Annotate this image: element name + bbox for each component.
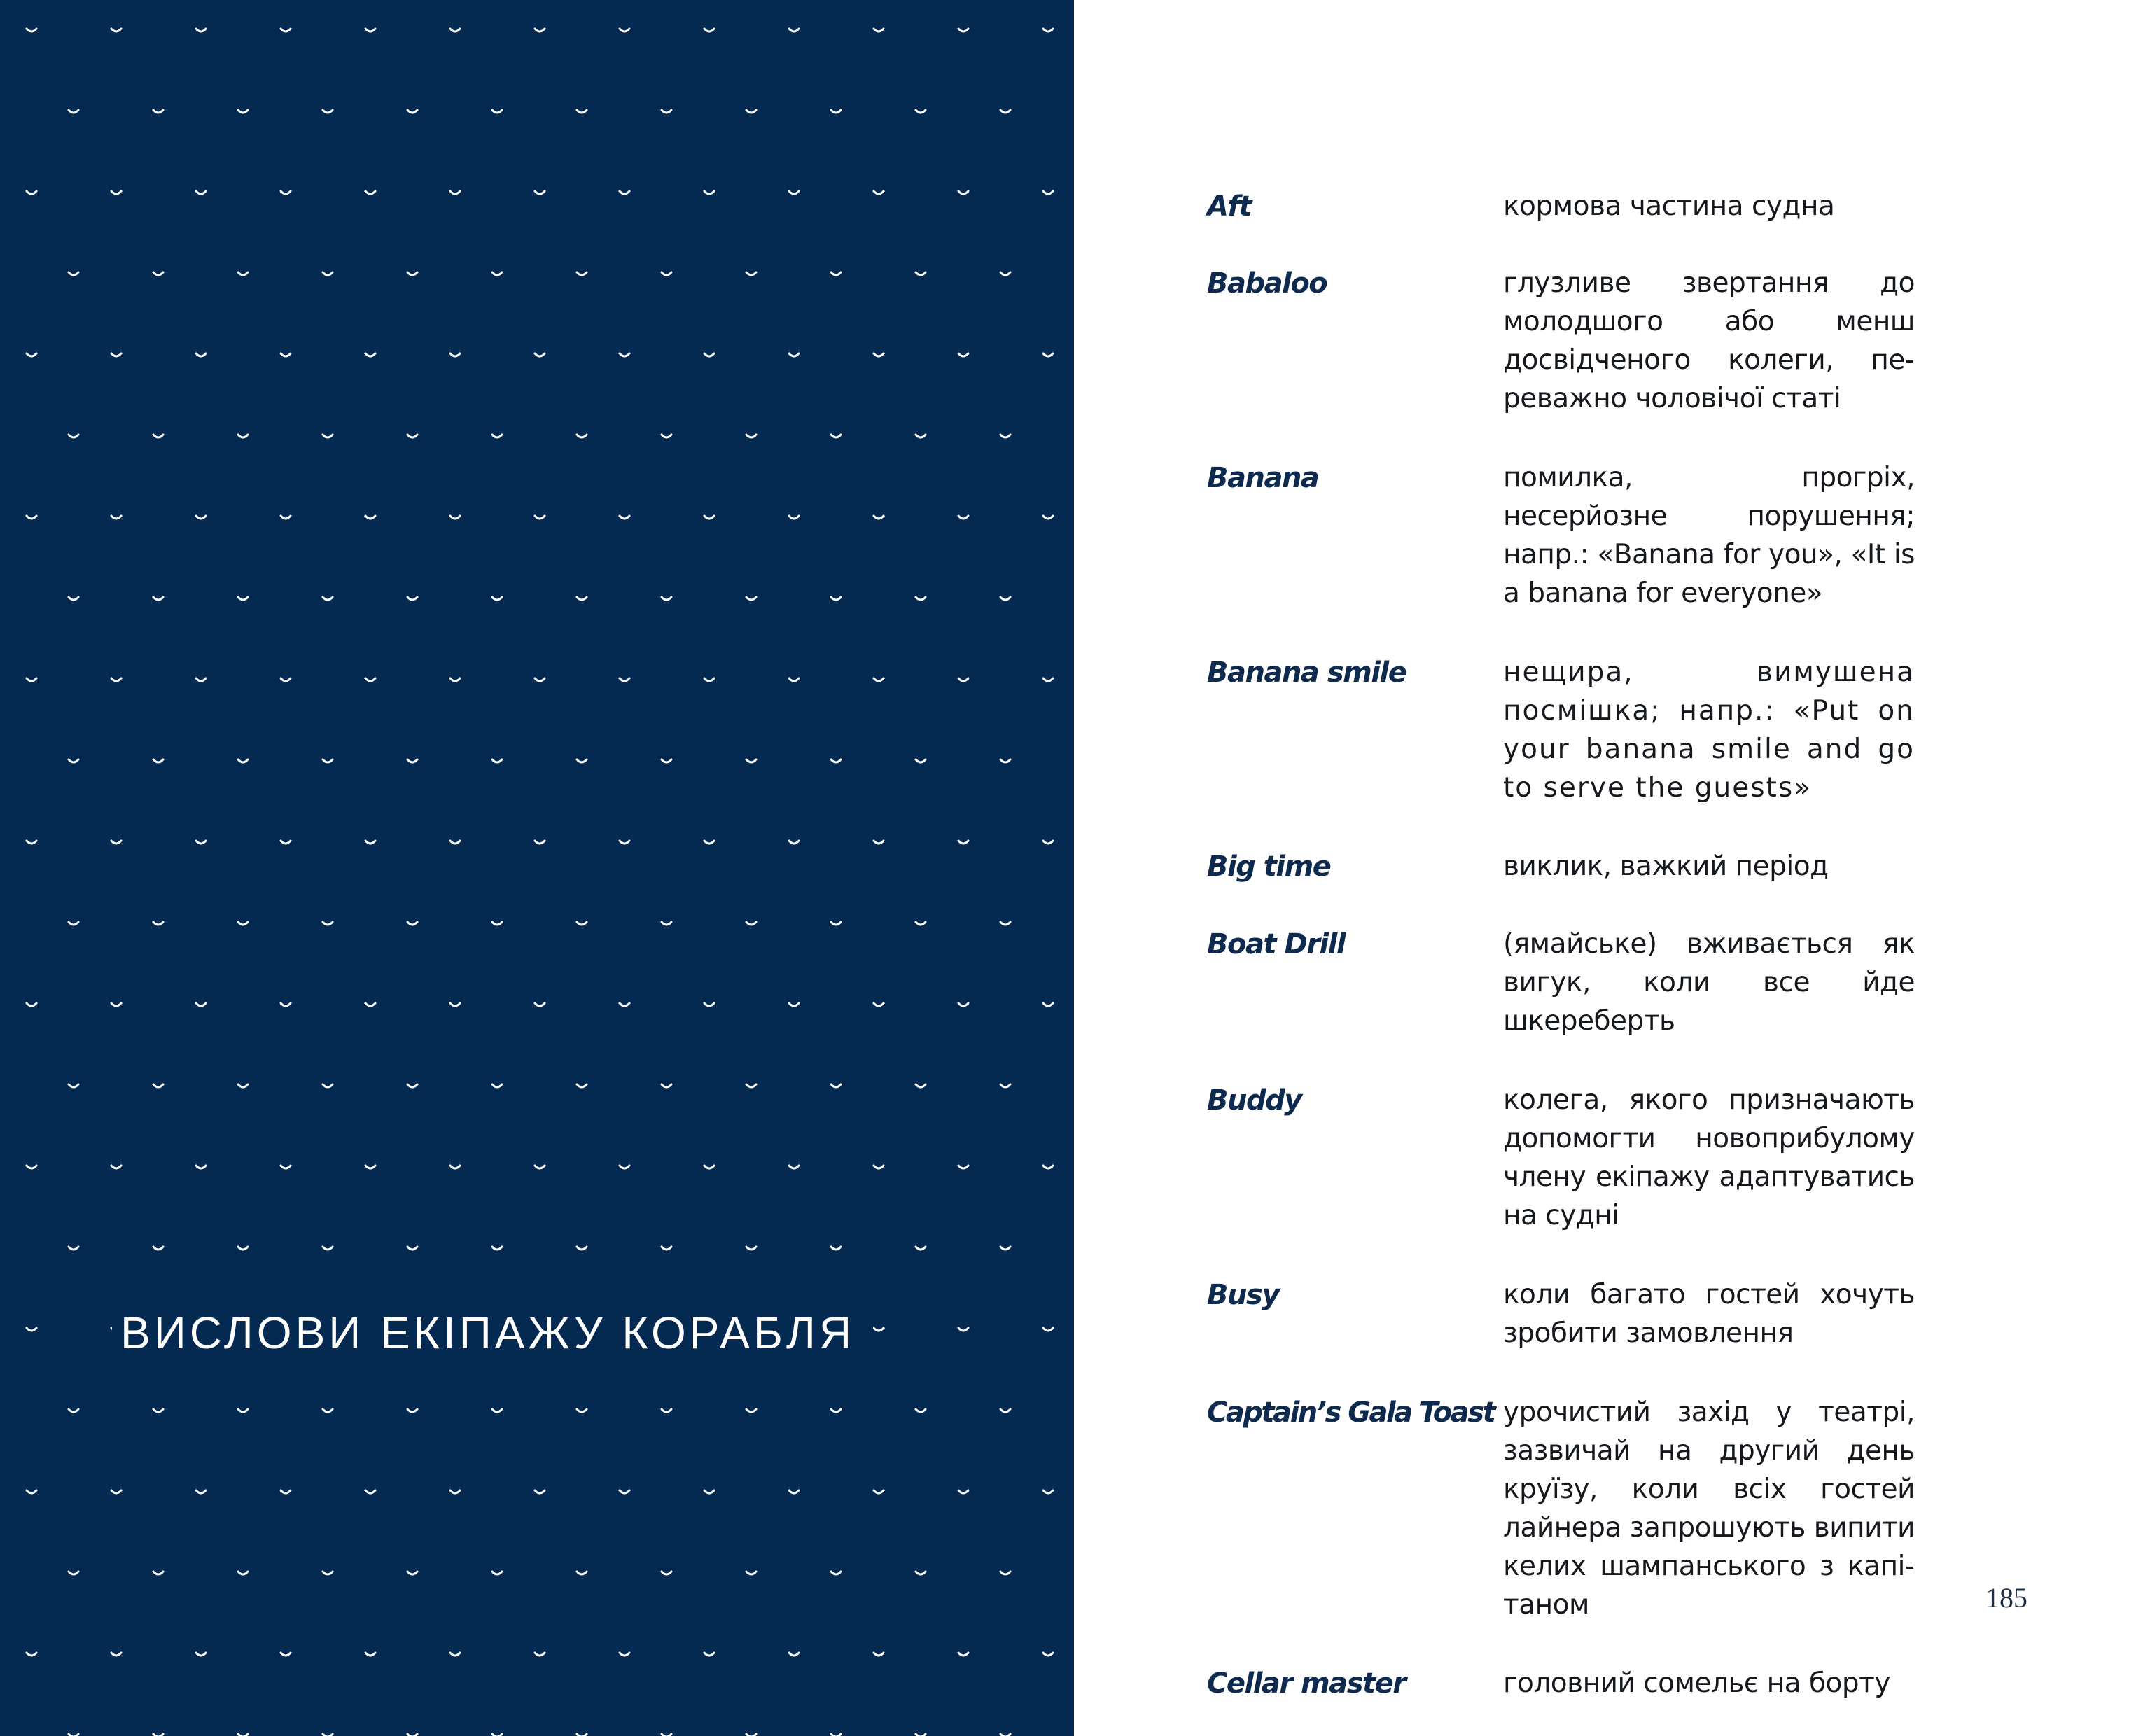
page-number: 185 <box>1985 1582 2027 1614</box>
wave-mark-icon <box>323 597 333 600</box>
wave-mark-icon <box>450 354 460 356</box>
wave-mark-icon <box>958 191 968 194</box>
wave-mark-icon <box>323 1084 333 1087</box>
wave-mark-icon <box>27 678 36 681</box>
wave-mark-icon <box>365 1653 375 1656</box>
wave-mark-icon <box>492 597 502 600</box>
wave-mark-icon <box>407 597 417 600</box>
wave-mark-icon <box>153 1409 163 1412</box>
wave-mark-icon <box>323 760 333 762</box>
entry-definition: урочистий захід у театрі, зазвичай на другий день круїзу, коли всіх гостей лайнера запрошують випити келих шампанського з капітаном <box>1503 1396 1915 1620</box>
wave-mark-icon <box>831 1084 841 1087</box>
wave-mark-icon <box>1043 29 1053 31</box>
entry-definition: колега, якого призначають допомогти новоприбулому члену екіпажу адаптуватись на судні <box>1503 1084 1915 1231</box>
wave-mark-icon <box>238 435 248 438</box>
wave-mark-icon <box>874 1003 884 1006</box>
entry-term: Captain’s Gala Toast <box>1207 1396 1495 1429</box>
wave-mark-icon <box>958 354 968 356</box>
entry-term: Babaloo <box>1207 267 1327 300</box>
entry-definition: кормова частина судна <box>1503 190 1835 222</box>
wave-mark-icon <box>492 922 502 925</box>
wave-mark-icon <box>492 760 502 762</box>
wave-mark-icon <box>27 1328 36 1331</box>
wave-mark-icon <box>365 841 375 844</box>
wave-mark-icon <box>874 516 884 519</box>
wave-mark-icon <box>789 191 799 194</box>
wave-mark-icon <box>704 354 714 356</box>
wave-mark-icon <box>196 1003 206 1006</box>
wave-mark-icon <box>111 678 121 681</box>
wave-mark-icon <box>69 110 78 113</box>
wave-mark-icon <box>407 110 417 113</box>
wave-mark-icon <box>620 191 629 194</box>
wave-mark-icon <box>323 272 333 275</box>
wave-mark-icon <box>704 1490 714 1493</box>
wave-mark-icon <box>535 1003 545 1006</box>
wave-mark-icon <box>281 678 291 681</box>
wave-mark-icon <box>450 1166 460 1168</box>
wave-mark-icon <box>662 1409 671 1412</box>
wave-mark-icon <box>958 1653 968 1656</box>
wave-mark-icon <box>958 1328 968 1331</box>
wave-mark-icon <box>746 272 756 275</box>
wave-mark-icon <box>874 191 884 194</box>
wave-mark-icon <box>746 597 756 600</box>
wave-mark-icon <box>789 516 799 519</box>
wave-mark-icon <box>746 1084 756 1087</box>
wave-mark-icon <box>916 1409 926 1412</box>
entry-definition: нещира, вимушена посмішка; напр.: «Put on your banana smile and go to serve the guests» <box>1503 657 1915 804</box>
wave-mark-icon <box>704 191 714 194</box>
wave-mark-icon <box>69 1409 78 1412</box>
wave-mark-icon <box>450 1490 460 1493</box>
wave-mark-icon <box>238 110 248 113</box>
wave-mark-icon <box>27 1166 36 1168</box>
wave-mark-icon <box>281 1653 291 1656</box>
wave-mark-icon <box>1043 516 1053 519</box>
wave-mark-icon <box>407 435 417 438</box>
entry-term: Aft <box>1207 190 1251 223</box>
wave-mark-icon <box>196 678 206 681</box>
wave-mark-icon <box>111 1166 121 1168</box>
wave-mark-icon <box>1043 191 1053 194</box>
wave-mark-icon <box>1043 354 1053 356</box>
wave-mark-icon <box>746 1409 756 1412</box>
wave-mark-icon <box>874 1653 884 1656</box>
wave-mark-icon <box>1000 272 1010 275</box>
wave-mark-icon <box>450 516 460 519</box>
wave-mark-icon <box>789 354 799 356</box>
wave-mark-icon <box>1043 1328 1053 1331</box>
wave-mark-icon <box>153 922 163 925</box>
wave-mark-icon <box>153 1084 163 1087</box>
wave-mark-icon <box>27 1653 36 1656</box>
wave-mark-icon <box>238 760 248 762</box>
glossary-entry <box>1207 264 1984 418</box>
wave-mark-icon <box>281 1490 291 1493</box>
wave-mark-icon <box>238 1409 248 1412</box>
wave-mark-icon <box>916 435 926 438</box>
wave-mark-icon <box>620 354 629 356</box>
wave-mark-icon <box>1043 678 1053 681</box>
wave-mark-icon <box>662 435 671 438</box>
glossary-entry <box>1207 1275 1984 1352</box>
wave-mark-icon <box>153 1247 163 1250</box>
wave-mark-icon <box>492 110 502 113</box>
wave-mark-icon <box>662 597 671 600</box>
wave-mark-icon <box>153 760 163 762</box>
wave-mark-icon <box>450 1653 460 1656</box>
entry-term: Cellar master <box>1207 1667 1406 1700</box>
wave-mark-icon <box>69 1247 78 1250</box>
wave-mark-icon <box>831 272 841 275</box>
wave-mark-icon <box>365 29 375 31</box>
wave-mark-icon <box>323 1572 333 1574</box>
glossary-entry <box>1207 187 1984 225</box>
wave-mark-icon <box>196 1653 206 1656</box>
wave-mark-icon <box>831 760 841 762</box>
wave-mark-icon <box>916 1572 926 1574</box>
entry-term: Big time <box>1207 850 1331 883</box>
wave-mark-icon <box>27 1490 36 1493</box>
wave-mark-icon <box>1043 1490 1053 1493</box>
wave-mark-icon <box>196 516 206 519</box>
wave-mark-icon <box>323 435 333 438</box>
wave-mark-icon <box>620 1003 629 1006</box>
wave-mark-icon <box>281 29 291 31</box>
glossary-entry <box>1207 1664 1984 1702</box>
wave-mark-icon <box>69 922 78 925</box>
wave-mark-icon <box>1000 1572 1010 1574</box>
entry-term: Banana smile <box>1207 657 1406 689</box>
wave-mark-icon <box>365 354 375 356</box>
wave-mark-icon <box>958 1490 968 1493</box>
wave-mark-icon <box>492 1409 502 1412</box>
wave-mark-icon <box>69 597 78 600</box>
wave-mark-icon <box>789 1490 799 1493</box>
wave-mark-icon <box>492 435 502 438</box>
wave-mark-icon <box>407 1572 417 1574</box>
wave-mark-icon <box>407 760 417 762</box>
wave-mark-icon <box>196 1490 206 1493</box>
wave-mark-icon <box>746 110 756 113</box>
section-title: ВИСЛОВИ ЕКІПАЖУ КОРАБЛЯ <box>112 1301 873 1365</box>
wave-mark-icon <box>577 760 587 762</box>
wave-mark-icon <box>365 678 375 681</box>
entry-definition: коли багато гостей хочуть зробити замовлення <box>1503 1279 1915 1349</box>
wave-mark-icon <box>789 29 799 31</box>
wave-mark-icon <box>238 272 248 275</box>
wave-mark-icon <box>916 922 926 925</box>
wave-mark-icon <box>916 597 926 600</box>
wave-mark-icon <box>789 1166 799 1168</box>
wave-mark-icon <box>365 516 375 519</box>
wave-mark-icon <box>407 1084 417 1087</box>
wave-mark-icon <box>577 597 587 600</box>
wave-mark-icon <box>365 1490 375 1493</box>
wave-mark-icon <box>153 435 163 438</box>
wave-mark-icon <box>662 1247 671 1250</box>
wave-mark-icon <box>916 1247 926 1250</box>
wave-mark-icon <box>620 678 629 681</box>
glossary-entry <box>1207 653 1984 807</box>
wave-mark-icon <box>831 1572 841 1574</box>
glossary-entry <box>1207 1081 1984 1235</box>
wave-mark-icon <box>662 272 671 275</box>
wave-mark-icon <box>111 191 121 194</box>
wave-mark-icon <box>746 1247 756 1250</box>
wave-mark-icon <box>704 678 714 681</box>
wave-mark-icon <box>407 272 417 275</box>
wave-mark-icon <box>831 1247 841 1250</box>
wave-mark-icon <box>1000 760 1010 762</box>
wave-mark-icon <box>916 760 926 762</box>
wave-mark-icon <box>577 1409 587 1412</box>
wave-mark-icon <box>535 678 545 681</box>
glossary-entry <box>1207 925 1984 1040</box>
wave-mark-icon <box>831 435 841 438</box>
wave-mark-icon <box>153 1572 163 1574</box>
wave-mark-icon <box>492 272 502 275</box>
wave-mark-icon <box>620 516 629 519</box>
wave-mark-icon <box>789 1003 799 1006</box>
entry-term: Boat Drill <box>1207 928 1346 960</box>
wave-mark-icon <box>535 1490 545 1493</box>
wave-mark-icon <box>450 678 460 681</box>
entry-definition: глузливе звертання до молодшого або менш досвідченого колеги, переважно чоловічої статі <box>1503 267 1915 414</box>
wave-mark-icon <box>535 29 545 31</box>
wave-mark-icon <box>535 1166 545 1168</box>
wave-mark-icon <box>111 516 121 519</box>
glossary-list <box>1207 187 1984 1702</box>
wave-mark-icon <box>27 29 36 31</box>
wave-mark-icon <box>577 272 587 275</box>
wave-mark-icon <box>365 1003 375 1006</box>
wave-mark-icon <box>704 29 714 31</box>
wave-mark-icon <box>535 354 545 356</box>
wave-mark-icon <box>662 922 671 925</box>
wave-mark-icon <box>27 1003 36 1006</box>
wave-mark-icon <box>153 110 163 113</box>
wave-mark-icon <box>831 597 841 600</box>
wave-mark-icon <box>153 272 163 275</box>
wave-mark-icon <box>1000 435 1010 438</box>
entry-term: Buddy <box>1207 1084 1301 1116</box>
wave-mark-icon <box>620 1653 629 1656</box>
wave-mark-icon <box>958 516 968 519</box>
wave-mark-icon <box>111 29 121 31</box>
wave-mark-icon <box>704 841 714 844</box>
wave-mark-icon <box>746 435 756 438</box>
wave-mark-icon <box>662 1084 671 1087</box>
wave-mark-icon <box>281 841 291 844</box>
wave-mark-icon <box>111 1003 121 1006</box>
wave-mark-icon <box>831 922 841 925</box>
wave-mark-icon <box>281 191 291 194</box>
wave-mark-icon <box>577 1084 587 1087</box>
wave-mark-icon <box>196 1166 206 1168</box>
wave-mark-icon <box>407 1409 417 1412</box>
wave-mark-icon <box>874 1166 884 1168</box>
wave-mark-icon <box>874 29 884 31</box>
left-page <box>0 0 1074 1736</box>
wave-mark-icon <box>196 29 206 31</box>
wave-mark-icon <box>535 191 545 194</box>
wave-mark-icon <box>238 597 248 600</box>
wave-mark-icon <box>577 922 587 925</box>
wave-mark-icon <box>620 29 629 31</box>
wave-mark-icon <box>620 1166 629 1168</box>
wave-mark-icon <box>196 841 206 844</box>
wave-mark-icon <box>238 1247 248 1250</box>
wave-mark-icon <box>111 1490 121 1493</box>
wave-mark-icon <box>874 1328 884 1331</box>
wave-mark-icon <box>831 1409 841 1412</box>
wave-mark-icon <box>281 516 291 519</box>
entry-definition: помилка, прогріх, несерйозне порушення; напр.: «Banana for you», «It is a banana for everyone» <box>1503 462 1915 609</box>
wave-mark-icon <box>874 354 884 356</box>
entry-term: Banana <box>1207 462 1319 494</box>
wave-mark-icon <box>69 760 78 762</box>
entry-definition: головний сомельє на борту <box>1503 1667 1890 1699</box>
wave-mark-icon <box>323 922 333 925</box>
wave-mark-icon <box>27 191 36 194</box>
wave-mark-icon <box>323 1247 333 1250</box>
wave-mark-icon <box>323 110 333 113</box>
wave-mark-icon <box>620 1490 629 1493</box>
wave-mark-icon <box>492 1572 502 1574</box>
wave-mark-icon <box>1043 1653 1053 1656</box>
wave-mark-icon <box>1000 922 1010 925</box>
wave-mark-icon <box>281 354 291 356</box>
wave-mark-icon <box>407 1247 417 1250</box>
wave-mark-icon <box>450 191 460 194</box>
wave-mark-icon <box>238 1084 248 1087</box>
wave-mark-icon <box>874 841 884 844</box>
wave-mark-icon <box>492 1247 502 1250</box>
wave-mark-icon <box>365 191 375 194</box>
wave-mark-icon <box>958 1003 968 1006</box>
wave-mark-icon <box>111 354 121 356</box>
wave-mark-icon <box>831 110 841 113</box>
wave-mark-icon <box>704 1653 714 1656</box>
wave-mark-icon <box>492 1084 502 1087</box>
entry-term: Busy <box>1207 1279 1279 1311</box>
wave-mark-icon <box>577 1572 587 1574</box>
wave-mark-icon <box>662 110 671 113</box>
wave-pattern <box>0 0 1074 1736</box>
wave-mark-icon <box>450 29 460 31</box>
wave-mark-icon <box>577 1247 587 1250</box>
wave-mark-icon <box>365 1166 375 1168</box>
wave-mark-icon <box>916 110 926 113</box>
wave-mark-icon <box>238 922 248 925</box>
wave-mark-icon <box>535 841 545 844</box>
wave-mark-icon <box>111 841 121 844</box>
glossary-entry <box>1207 847 1984 886</box>
wave-mark-icon <box>153 597 163 600</box>
wave-mark-icon <box>281 1003 291 1006</box>
wave-mark-icon <box>238 1572 248 1574</box>
wave-mark-icon <box>27 516 36 519</box>
wave-mark-icon <box>535 516 545 519</box>
wave-mark-icon <box>27 841 36 844</box>
wave-mark-icon <box>662 1572 671 1574</box>
wave-mark-icon <box>577 435 587 438</box>
wave-mark-icon <box>535 1653 545 1656</box>
wave-mark-icon <box>69 1572 78 1574</box>
wave-mark-icon <box>196 354 206 356</box>
wave-mark-icon <box>746 1572 756 1574</box>
wave-mark-icon <box>1000 110 1010 113</box>
wave-mark-icon <box>704 1166 714 1168</box>
wave-mark-icon <box>874 678 884 681</box>
wave-mark-icon <box>874 1490 884 1493</box>
wave-mark-icon <box>111 1653 121 1656</box>
wave-mark-icon <box>1000 1247 1010 1250</box>
wave-mark-icon <box>407 922 417 925</box>
wave-mark-icon <box>746 760 756 762</box>
wave-mark-icon <box>789 1653 799 1656</box>
glossary-entry <box>1207 1393 1984 1624</box>
wave-mark-icon <box>958 29 968 31</box>
wave-mark-icon <box>1043 841 1053 844</box>
entry-definition: виклик, важкий період <box>1503 850 1829 882</box>
wave-mark-icon <box>1000 597 1010 600</box>
wave-mark-icon <box>958 841 968 844</box>
wave-mark-icon <box>704 1003 714 1006</box>
wave-mark-icon <box>916 272 926 275</box>
wave-mark-icon <box>27 354 36 356</box>
wave-mark-icon <box>450 1003 460 1006</box>
wave-mark-icon <box>1043 1166 1053 1168</box>
wave-mark-icon <box>196 191 206 194</box>
glossary-entry <box>1207 458 1984 612</box>
wave-mark-icon <box>620 841 629 844</box>
wave-mark-icon <box>69 435 78 438</box>
wave-mark-icon <box>281 1166 291 1168</box>
wave-mark-icon <box>789 841 799 844</box>
wave-mark-icon <box>1000 1409 1010 1412</box>
wave-mark-icon <box>450 841 460 844</box>
wave-mark-icon <box>323 1409 333 1412</box>
wave-mark-icon <box>916 1084 926 1087</box>
wave-mark-icon <box>577 110 587 113</box>
wave-mark-icon <box>662 760 671 762</box>
wave-mark-icon <box>1000 1084 1010 1087</box>
wave-mark-icon <box>958 678 968 681</box>
wave-mark-icon <box>1043 1003 1053 1006</box>
wave-mark-icon <box>69 272 78 275</box>
wave-mark-icon <box>789 678 799 681</box>
wave-mark-icon <box>958 1166 968 1168</box>
wave-mark-icon <box>746 922 756 925</box>
wave-mark-icon <box>69 1084 78 1087</box>
entry-definition: (ямайське) вживається як вигук, коли все йде шкереберть <box>1503 928 1915 1037</box>
wave-mark-icon <box>704 516 714 519</box>
